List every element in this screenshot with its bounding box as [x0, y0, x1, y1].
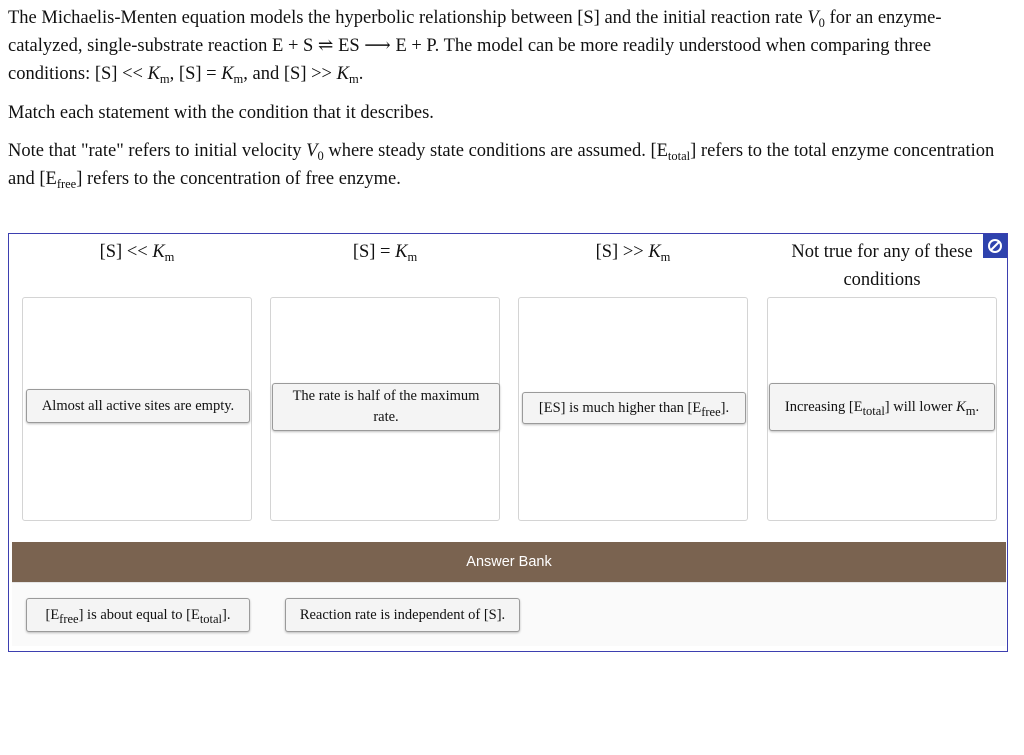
column-header-not-true: Not true for any of these conditions: [791, 242, 973, 290]
drop-zone-not-true[interactable]: [767, 297, 997, 521]
drop-zone-s-equals-km[interactable]: [270, 297, 500, 521]
answer-bank-header: Answer Bank: [12, 542, 1006, 582]
column-header-s-equals-km: $[S] = K_m$: [352, 242, 418, 264]
matching-activity: [8, 233, 1008, 652]
answer-card-es-higher-than-efree[interactable]: [ES] is much higher than $[E_{free}]$.: [522, 392, 746, 424]
question-text: [8, 4, 1008, 193]
intro-paragraph-2: Match each statement with the condition that it describes.: [8, 103, 434, 123]
drop-zone-s-greater-than-km[interactable]: [518, 297, 748, 521]
reset-icon: [987, 238, 1003, 254]
intro-paragraph-3: Note that "rate" refers to initial velocity $V_0$ where steady state conditions are assumed. $[E_{total}]$ refers to the total enzyme concentration and $[E_{free}]$ refers to the concentration of free enzyme.: [8, 141, 995, 191]
answer-card-increasing-etotal-lowers-km[interactable]: Increasing $[E_{total}]$ will lower $K_m$.: [769, 383, 995, 431]
reset-button[interactable]: [983, 234, 1007, 258]
answer-card-rate-independent-of-s[interactable]: Reaction rate is independent of [S].: [285, 598, 520, 632]
column-header-s-less-than-km: $[S] << K_m$: [99, 242, 175, 264]
answer-card-efree-equals-etotal[interactable]: $[E_{free}]$ is about equal to $[E_{total}]$.: [26, 598, 250, 632]
answer-bank[interactable]: [12, 582, 1006, 646]
answer-card-half-max-rate[interactable]: The rate is half of the maximum rate.: [272, 383, 500, 431]
drop-zone-s-less-than-km[interactable]: [22, 297, 252, 521]
column-header-s-greater-than-km: $[S] >> K_m$: [595, 242, 671, 264]
answer-card-active-sites-empty[interactable]: Almost all active sites are empty.: [26, 389, 250, 423]
intro-paragraph-1: The Michaelis-Menten equation models the hyperbolic relationship between [S] and the initial reaction rate $V_0$ for an enzyme-catalyzed, single-substrate reaction E + S ⇌ ES ⟶ E + P. The model can be more readily understood when comparing three conditions: $[S] << K_m$, $[S] = K_m$, and $[S] >> K_m$.: [8, 8, 942, 86]
